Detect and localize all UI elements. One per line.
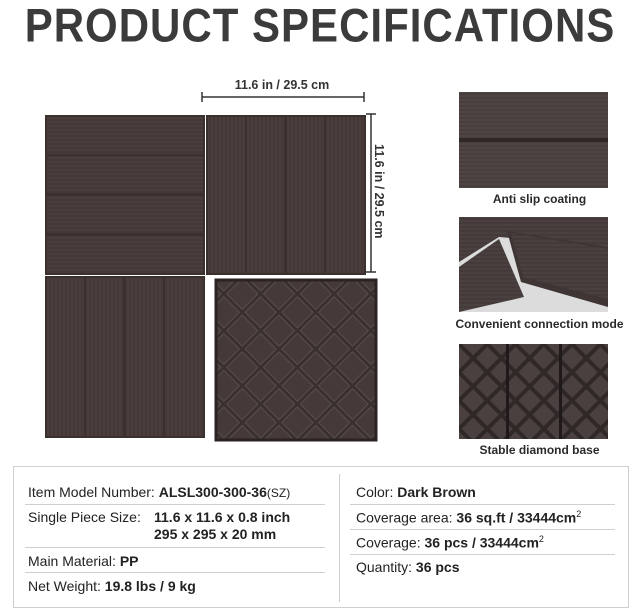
spec-size-value-1: 11.6 x 11.6 x 0.8 inch	[154, 509, 291, 525]
row-divider	[25, 504, 325, 505]
spec-quantity-label: Quantity:	[356, 559, 413, 575]
spec-material-value: PP	[119, 553, 139, 569]
spec-color	[356, 484, 476, 500]
row-divider	[350, 529, 615, 530]
spec-color-value: Dark Brown	[397, 484, 476, 500]
spec-weight	[28, 578, 196, 594]
spec-model-suffix: (SZ)	[266, 486, 291, 500]
diamond-base-image	[459, 344, 608, 439]
spec-weight-label: Net Weight:	[28, 578, 101, 594]
spec-area-label: Coverage area:	[356, 509, 453, 526]
anti-slip-coating-image	[459, 92, 608, 188]
width-dimension-label: 11.6 in / 29.5 cm	[234, 78, 330, 92]
row-divider	[350, 504, 615, 505]
page-title: PRODUCT SPECIFICATIONS	[24, 0, 616, 52]
spec-model-value: ALSL300-300-36	[158, 484, 267, 500]
spec-weight-value: 19.8 lbs / 9 kg	[104, 578, 196, 594]
spec-quantity	[356, 559, 460, 575]
feature-caption-anti-slip: Anti slip coating	[492, 192, 587, 206]
row-divider	[25, 572, 325, 573]
row-divider	[25, 547, 325, 548]
spec-material	[28, 553, 139, 569]
spec-model	[28, 484, 290, 500]
spec-material-label: Main Material:	[28, 553, 116, 569]
width-dimension-line	[201, 92, 365, 102]
connection-mode-image	[459, 217, 608, 312]
tile-horizontal-slats	[45, 115, 205, 275]
spec-coverage-superscript: 2	[538, 534, 544, 544]
tile-vertical-slats-bottom	[45, 276, 205, 438]
height-dimension-label: 11.6 in / 29.5 cm	[372, 144, 386, 239]
feature-caption-connection: Convenient connection mode	[455, 317, 624, 331]
tile-vertical-slats-top	[206, 115, 366, 275]
specifications-table	[0, 466, 640, 614]
spec-size-value-2: 295 x 295 x 20 mm	[154, 526, 277, 542]
spec-model-label: Item Model Number:	[28, 484, 155, 500]
feature-caption-diamond: Stable diamond base	[479, 443, 600, 457]
spec-area	[356, 509, 581, 526]
tile-product-image	[40, 110, 382, 445]
spec-area-value: 36 sq.ft / 33444cm	[456, 509, 577, 526]
spec-area-superscript: 2	[576, 509, 582, 519]
spec-size	[28, 509, 141, 525]
spec-coverage-value: 36 pcs / 33444cm	[424, 534, 539, 551]
spec-quantity-value: 36 pcs	[415, 559, 460, 575]
spec-size-label: Single Piece Size:	[28, 509, 141, 525]
row-divider	[350, 554, 615, 555]
spec-coverage-label: Coverage:	[356, 534, 421, 551]
spec-coverage	[356, 534, 544, 551]
tile-diamond-base	[216, 280, 376, 440]
spec-color-label: Color:	[356, 484, 394, 500]
column-divider	[339, 474, 340, 602]
